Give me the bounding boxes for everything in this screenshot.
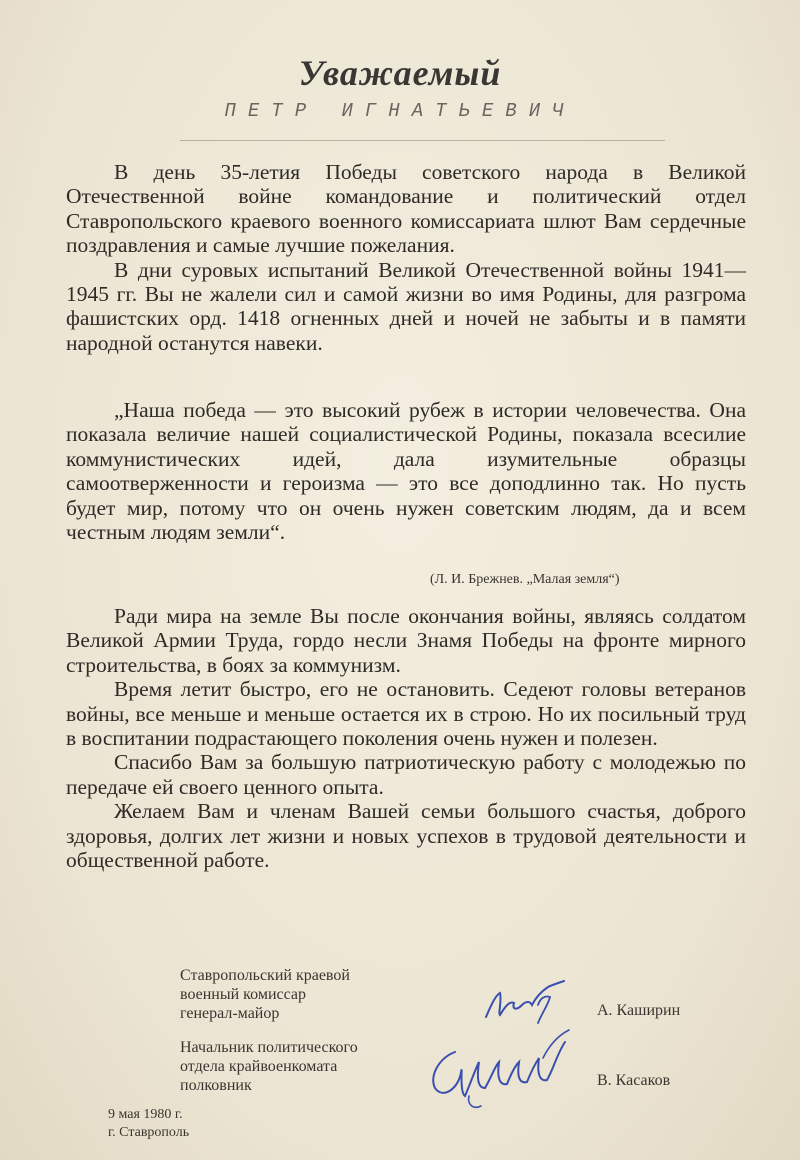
title-line: генерал-майор [180,1005,280,1022]
signatory-1-title [180,966,350,1023]
brezhnev-quote [66,398,746,544]
divider-line [180,140,665,141]
paragraph: Ради мира на земле Вы после окончания войны, являясь солдатом Великой Армии Труда, гордо несли Знамя Победы на фронте мирного строительства, в боях за коммунизм. [66,604,746,677]
handwritten-signature-2 [425,1022,585,1112]
paragraph: Желаем Вам и членам Вашей семьи большого счастья, доброго здоровья, долгих лет жизни и новых успехов в трудовой деятельности и общественной работе. [66,799,746,873]
quote-source: (Л. И. Брежнев. „Малая земля“) [430,572,620,587]
letter-place: г. Ставрополь [108,1125,190,1140]
quote-text: „Наша победа — это высокий рубеж в истории человечества. Она показала величие нашей социалистической Родины, показала всесилие коммунистических идей, дала изумительные образцы самоотверженности и героизма — это все доподлинно так. Но пусть будет мир, потому что он очень нужен советским людям, да и всем честным людям земли“. [66,398,746,545]
body-section-opening [66,160,746,355]
paragraph: В день 35-летия Победы советского народа в Великой Отечественной войне командование и политический отдел Ставропольского краевого военного комиссариата шлют Вам сердечные поздравления и самые лучшие пожелания. [66,160,746,258]
paragraph: Время летит быстро, его не остановить. Седеют головы ветеранов войны, все меньше и меньше остается их в строю. Но их посильный труд в воспитании подрастающего поколения очень нужен и полезен. [66,677,746,751]
greeting-heading: Уважаемый [298,53,502,93]
title-line: Ставропольский краевой [180,967,350,984]
title-line: полковник [180,1077,252,1094]
signatory-2-title [180,1038,358,1095]
paragraph: Спасибо Вам за большую патриотическую работу с молодежью по передаче ей своего ценного опыта. [66,750,746,799]
signatory-2-name: В. Касаков [597,1072,671,1089]
title-line: отдела крайвоенкомата [180,1058,338,1075]
body-section-closing [66,604,746,872]
addressee-name: ПЕТР ИГНАТЬЕВИЧ [224,100,576,122]
date-place-block [108,1106,189,1142]
paragraph: В дни суровых испытаний Великой Отечественной войны 1941—1945 гг. Вы не жалели сил и самой жизни во имя Родины, для разгрома фашистских орд. 1418 огненных дней и ночей не забыты и в памяти народной останутся навеки. [66,257,746,355]
letter-date: 9 мая 1980 г. [108,1107,183,1122]
title-line: военный комиссар [180,986,307,1003]
title-line: Начальник политического [180,1039,358,1056]
signatory-1-name: А. Каширин [597,1002,681,1019]
